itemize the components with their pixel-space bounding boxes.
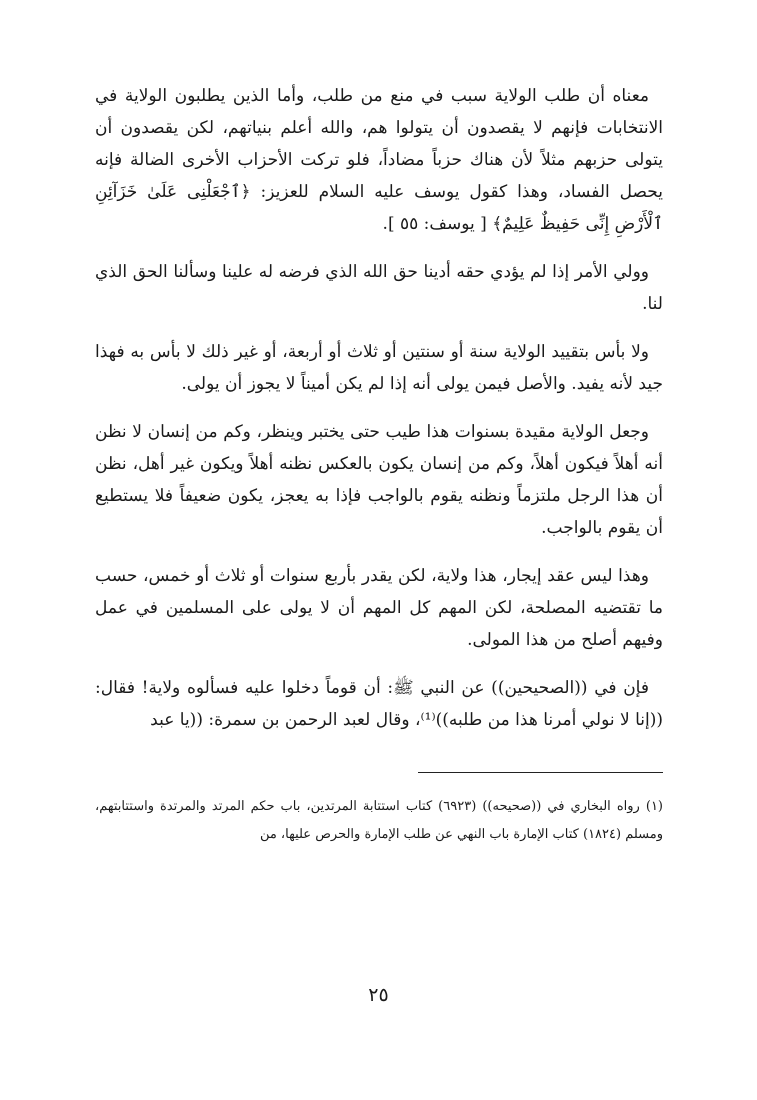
- paragraph: ولا بأس بتقييد الولاية سنة أو سنتين أو ثلاث أو أربعة، أو غير ذلك لا بأس به فهذا جيد لأنه يفيد. والأصل فيمن يولى أنه إذا لم يكن أميناً لا يجوز أن يولى.: [95, 342, 663, 394]
- page-number: ٢٥: [368, 984, 389, 1006]
- footnote: (١) رواه البخاري في ((صحيحه)) (٦٩٢٣) كتاب استتابة المرتدين، باب حكم المرتد والمرتدة واستتابتهم، ومسلم (١٨٢٤) كتاب الإمارة باب النهي عن طلب الإمارة والحرص عليها، من: [95, 799, 663, 842]
- paragraph: فإن في ((الصحيحين)) عن النبي ﷺ: أن قوماً دخلوا عليه فسألوه ولاية! فقال: ((إنا لا نولي أمرنا هذا من طلبه))⁽¹⁾، وقال لعبد الرحمن بن سمرة: ((يا عبد: [95, 678, 663, 730]
- page-content: [95, 80, 663, 849]
- paragraph: معناه أن طلب الولاية سبب في منع من طلب، وأما الذين يطلبون الولاية في الانتخابات فإنهم لا يقصدون أن يتولوا هم، والله أعلم بنياتهم، لكن يقصدون أن يتولى حزبهم مثلاً لأن هناك حزباً مضاداً، فلو تركت الأحزاب الأخرى الضالة فإنه يحصل الفساد، وهذا كقول يوسف عليه السلام للعزيز: ﴿ٱجْعَلْنِى عَلَىٰ خَزَآئِنِ ٱلْأَرْضِ إِنِّى حَفِيظٌ عَلِيمٌ﴾ [ يوسف: ٥٥ ].: [95, 86, 663, 234]
- paragraph: وولي الأمر إذا لم يؤدي حقه أدينا حق الله الذي فرضه له علينا وسألنا الحق الذي لنا.: [95, 262, 663, 314]
- footnotes: [95, 793, 663, 849]
- footnote-divider: [418, 772, 663, 773]
- paragraph: وجعل الولاية مقيدة بسنوات هذا طيب حتى يختبر وينظر، وكم من إنسان لا نظن أنه أهلاً فيكون أهلاً، وكم من إنسان يكون بالعكس نظنه أهلاً ويكون غير أهل، نظن أن هذا الرجل ملتزماً ونظنه يقوم بالواجب فإذا به يعجز، يكون ضعيفاً فلا يستطيع أن يقوم بالواجب.: [95, 422, 663, 538]
- paragraph: وهذا ليس عقد إيجار، هذا ولاية، لكن يقدر بأربع سنوات أو ثلاث أو خمس، حسب ما تقتضيه المصلحة، لكن المهم كل المهم أن لا يولى على المسلمين في عمل وفيهم أصلح من هذا المولى.: [95, 566, 663, 650]
- body-text: [95, 80, 663, 736]
